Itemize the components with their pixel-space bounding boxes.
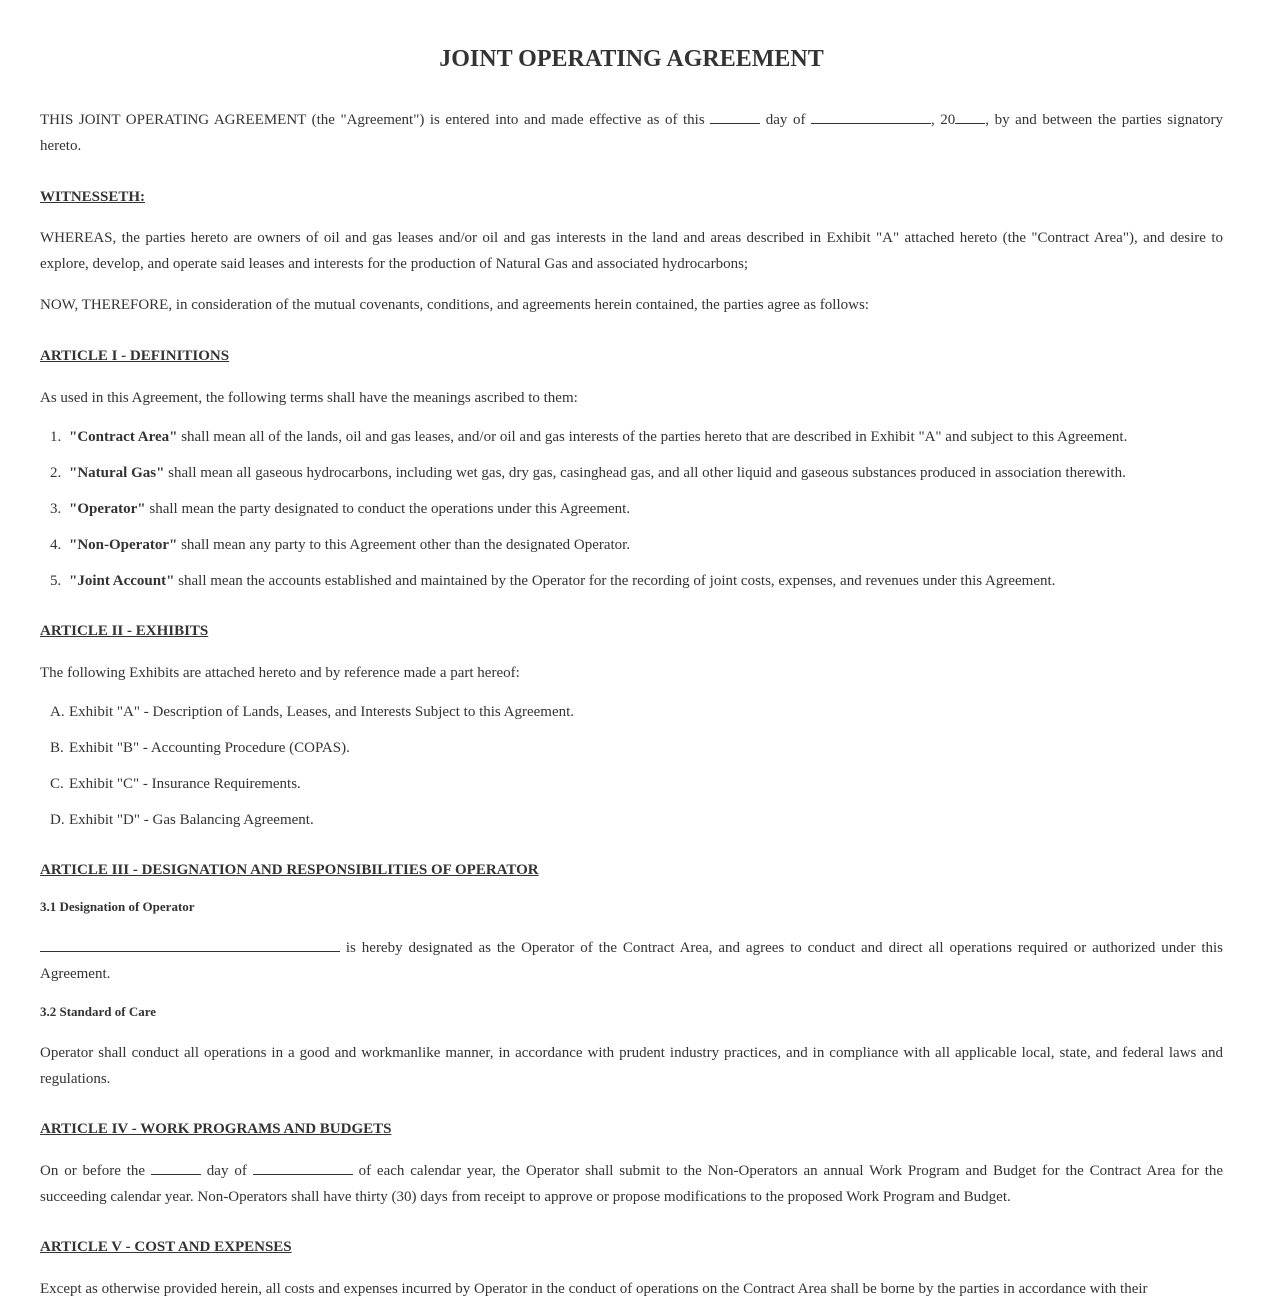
exhibit-item: C. Exhibit "C" - Insurance Requirements. [50, 776, 301, 792]
definition-item: 3. "Operator" shall mean the party designated to conduct the operations under this Agreement. [50, 501, 631, 517]
section-3-1-text: is hereby designated as the Operator of the Contract Area, and agrees to conduct and direct all operations required or authorized under this Agreement. [40, 935, 1223, 987]
section-3-2-title: 3.2 Standard of Care [40, 1004, 157, 1019]
definition-item: 1. "Contract Area" shall mean all of the lands, oil and gas leases, and/or oil and gas interests of the parties hereto that are described in Exhibit "A" and subject to this Agreement. [50, 429, 1128, 445]
document-title: JOINT OPERATING AGREEMENT [439, 46, 824, 72]
article-5-text: Except as otherwise provided herein, all costs and expenses incurred by Operator in the conduct of operations on the Contract Area shall be borne by the parties in accordance with their [40, 1281, 1148, 1297]
budget-month-blank[interactable] [253, 1160, 353, 1175]
definition-item: 5. "Joint Account" shall mean the accounts established and maintained by the Operator for the recording of joint costs, expenses, and revenues under this Agreement. [50, 573, 1056, 589]
exhibit-item: A. Exhibit "A" - Description of Lands, Leases, and Interests Subject to this Agreement. [50, 704, 575, 720]
budget-day-blank[interactable] [151, 1160, 201, 1175]
article-2-heading: ARTICLE II - EXHIBITS [40, 623, 209, 639]
effective-year-blank[interactable] [955, 109, 985, 124]
effective-month-blank[interactable] [811, 109, 931, 124]
definitions-list [40, 426, 1223, 592]
article-5-heading: ARTICLE V - COST AND EXPENSES [40, 1239, 292, 1255]
section-3-1-title: 3.1 Designation of Operator [40, 899, 195, 914]
article-4-heading: ARTICLE IV - WORK PROGRAMS AND BUDGETS [40, 1121, 392, 1137]
article-3-heading: ARTICLE III - DESIGNATION AND RESPONSIBILITIES OF OPERATOR [40, 862, 539, 878]
definition-item: 4. "Non-Operator" shall mean any party to this Agreement other than the designated Operator. [50, 537, 631, 553]
operator-name-blank[interactable] [40, 937, 340, 952]
whereas-paragraph: WHEREAS, the parties hereto are owners of oil and gas leases and/or oil and gas interests in the land and areas described in Exhibit "A" attached hereto (the "Contract Area"), and desire to explore, develop, and operate said leases and interests for the production of Natural Gas and associated hydrocarbons; [40, 230, 1223, 272]
article-4-text: On or before the day of of each calendar year, the Operator shall submit to the Non-Operators an annual Work Program and Budget for the Contract Area for the succeeding calendar year. Non-Operators shall have thirty (30) days from receipt to approve or propose modifications to the proposed Work Program and Budget. [40, 1158, 1223, 1210]
exhibit-item: B. Exhibit "B" - Accounting Procedure (COPAS). [50, 740, 350, 756]
effective-day-blank[interactable] [710, 109, 760, 124]
exhibit-item: D. Exhibit "D" - Gas Balancing Agreement. [50, 812, 314, 828]
article-1-intro: As used in this Agreement, the following terms shall have the meanings ascribed to them: [40, 390, 578, 406]
intro-paragraph: THIS JOINT OPERATING AGREEMENT (the "Agreement") is entered into and made effective as of this day of , 20 , by and between the parties signatory hereto. [40, 107, 1223, 159]
article-1-heading: ARTICLE I - DEFINITIONS [40, 348, 230, 364]
exhibits-list [40, 701, 1223, 831]
section-3-2-text: Operator shall conduct all operations in a good and workmanlike manner, in accordance with prudent industry practices, and in compliance with all applicable local, state, and federal laws and regulations. [40, 1045, 1223, 1087]
witnesseth-heading: WITNESSETH: [40, 189, 146, 205]
article-2-intro: The following Exhibits are attached hereto and by reference made a part hereof: [40, 665, 520, 681]
definition-item: 2. "Natural Gas" shall mean all gaseous hydrocarbons, including wet gas, dry gas, casinghead gas, and all other liquid and gaseous substances produced in association therewith. [50, 465, 1126, 481]
now-therefore-paragraph: NOW, THEREFORE, in consideration of the mutual covenants, conditions, and agreements herein contained, the parties agree as follows: [40, 297, 869, 313]
